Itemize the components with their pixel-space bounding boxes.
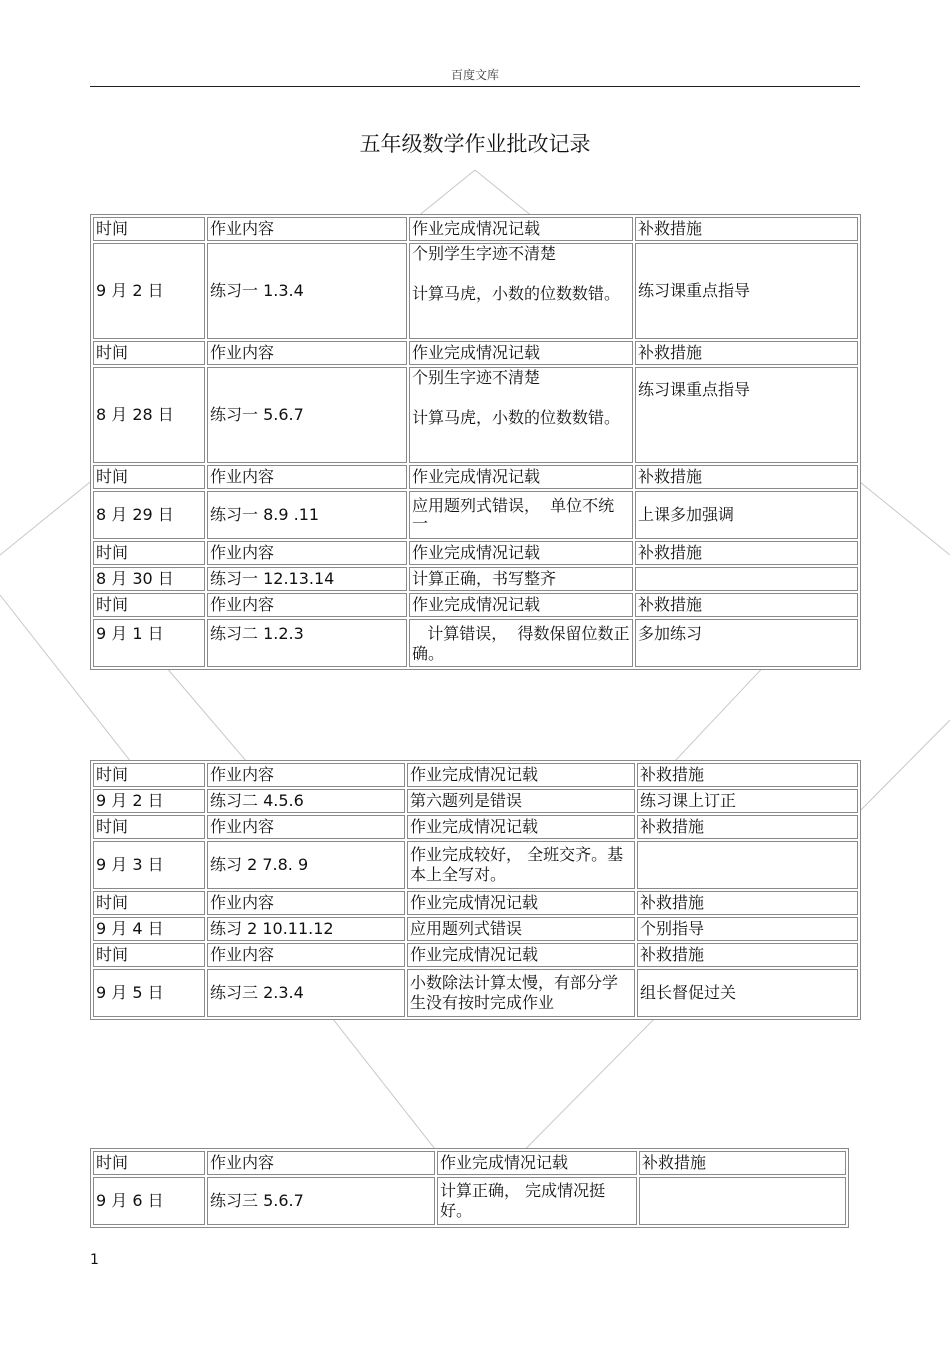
row-record: 作业完成较好， 全班交齐。基本上全写对。 bbox=[407, 841, 635, 889]
header-record: 作业完成情况记载 bbox=[407, 815, 635, 839]
header-time: 时间 bbox=[93, 217, 205, 241]
header-content: 作业内容 bbox=[207, 891, 405, 915]
row-content: 练习三 2.3.4 bbox=[207, 969, 405, 1017]
row-remedy bbox=[639, 1177, 846, 1225]
header-time: 时间 bbox=[93, 1151, 205, 1175]
row-content: 练习一 5.6.7 bbox=[207, 367, 407, 463]
row-date: 8 月 29 日 bbox=[93, 491, 205, 539]
homework-table-2 bbox=[90, 760, 861, 1020]
header-record: 作业完成情况记载 bbox=[409, 341, 633, 365]
table-row bbox=[93, 789, 858, 813]
header-time: 时间 bbox=[93, 891, 205, 915]
header-remedy: 补救措施 bbox=[635, 341, 858, 365]
header-content: 作业内容 bbox=[207, 217, 407, 241]
table-row bbox=[93, 567, 858, 591]
homework-table-1 bbox=[90, 214, 861, 670]
header-remedy: 补救措施 bbox=[637, 763, 858, 787]
header-remedy: 补救措施 bbox=[637, 815, 858, 839]
homework-table-3 bbox=[90, 1148, 849, 1228]
table-row bbox=[93, 917, 858, 941]
row-date: 9 月 5 日 bbox=[93, 969, 205, 1017]
header-content: 作业内容 bbox=[207, 541, 407, 565]
row-record: 应用题列式错误 bbox=[407, 917, 635, 941]
row-remedy: 上课多加强调 bbox=[635, 491, 858, 539]
row-date: 9 月 3 日 bbox=[93, 841, 205, 889]
table-header-row bbox=[93, 341, 858, 365]
header-divider bbox=[90, 86, 860, 87]
table-header-row bbox=[93, 465, 858, 489]
header-remedy: 补救措施 bbox=[635, 541, 858, 565]
table-header-row bbox=[93, 815, 858, 839]
header-content: 作业内容 bbox=[207, 815, 405, 839]
header-time: 时间 bbox=[93, 763, 205, 787]
table-row bbox=[93, 619, 858, 667]
row-date: 8 月 30 日 bbox=[93, 567, 205, 591]
row-record: 计算正确， 完成情况挺好。 bbox=[437, 1177, 637, 1225]
table-row bbox=[93, 969, 858, 1017]
page-number: 1 bbox=[90, 1252, 99, 1268]
header-record: 作业完成情况记载 bbox=[409, 541, 633, 565]
header-time: 时间 bbox=[93, 815, 205, 839]
header-record: 作业完成情况记载 bbox=[409, 593, 633, 617]
row-remedy: 练习课重点指导 bbox=[635, 243, 858, 339]
header-time: 时间 bbox=[93, 341, 205, 365]
header-content: 作业内容 bbox=[207, 943, 405, 967]
table-header-row bbox=[93, 891, 858, 915]
row-remedy: 多加练习 bbox=[635, 619, 858, 667]
table-row bbox=[93, 491, 858, 539]
row-record: 小数除法计算太慢，有部分学生没有按时完成作业 bbox=[407, 969, 635, 1017]
header-content: 作业内容 bbox=[207, 593, 407, 617]
row-remedy: 个别指导 bbox=[637, 917, 858, 941]
row-record: 个别生字迹不清楚 计算马虎，小数的位数数错。 bbox=[409, 367, 633, 463]
header-remedy: 补救措施 bbox=[635, 217, 858, 241]
table-header-row bbox=[93, 217, 858, 241]
header-remedy: 补救措施 bbox=[635, 593, 858, 617]
header-record: 作业完成情况记载 bbox=[409, 217, 633, 241]
header-record: 作业完成情况记载 bbox=[407, 763, 635, 787]
header-content: 作业内容 bbox=[207, 763, 405, 787]
table-row bbox=[93, 841, 858, 889]
row-remedy: 组长督促过关 bbox=[637, 969, 858, 1017]
row-content: 练习 2 10.11.12 bbox=[207, 917, 405, 941]
table-row bbox=[93, 243, 858, 339]
row-date: 9 月 2 日 bbox=[93, 789, 205, 813]
header-content: 作业内容 bbox=[207, 341, 407, 365]
header-record: 作业完成情况记载 bbox=[407, 891, 635, 915]
header-remedy: 补救措施 bbox=[635, 465, 858, 489]
row-content: 练习二 1.2.3 bbox=[207, 619, 407, 667]
row-record: 计算错误， 得数保留位数正确。 bbox=[409, 619, 633, 667]
header-record: 作业完成情况记载 bbox=[409, 465, 633, 489]
row-content: 练习一 8.9 .11 bbox=[207, 491, 407, 539]
row-remedy: 练习课重点指导 bbox=[635, 367, 858, 463]
row-date: 9 月 2 日 bbox=[93, 243, 205, 339]
header-time: 时间 bbox=[93, 943, 205, 967]
row-content: 练习 2 7.8. 9 bbox=[207, 841, 405, 889]
row-content: 练习二 4.5.6 bbox=[207, 789, 405, 813]
table-header-row bbox=[93, 1151, 846, 1175]
row-date: 9 月 6 日 bbox=[93, 1177, 205, 1225]
row-content: 练习一 1.3.4 bbox=[207, 243, 407, 339]
row-date: 8 月 28 日 bbox=[93, 367, 205, 463]
row-record: 个别学生字迹不清楚 计算马虎，小数的位数数错。 bbox=[409, 243, 633, 339]
row-remedy: 练习课上订正 bbox=[637, 789, 858, 813]
header-time: 时间 bbox=[93, 541, 205, 565]
table-header-row bbox=[93, 943, 858, 967]
table-header-row bbox=[93, 593, 858, 617]
header-record: 作业完成情况记载 bbox=[437, 1151, 637, 1175]
header-remedy: 补救措施 bbox=[639, 1151, 846, 1175]
table-row bbox=[93, 1177, 846, 1225]
table-row bbox=[93, 367, 858, 463]
row-record: 计算正确，书写整齐 bbox=[409, 567, 633, 591]
row-content: 练习三 5.6.7 bbox=[207, 1177, 435, 1225]
header-time: 时间 bbox=[93, 465, 205, 489]
header-content: 作业内容 bbox=[207, 1151, 435, 1175]
header-remedy: 补救措施 bbox=[637, 891, 858, 915]
header-time: 时间 bbox=[93, 593, 205, 617]
page-title: 五年级数学作业批改记录 bbox=[359, 132, 591, 156]
row-date: 9 月 1 日 bbox=[93, 619, 205, 667]
table-header-row bbox=[93, 763, 858, 787]
header-content: 作业内容 bbox=[207, 465, 407, 489]
header-remedy: 补救措施 bbox=[637, 943, 858, 967]
row-record: 应用题列式错误， 单位不统一 bbox=[409, 491, 633, 539]
row-remedy bbox=[637, 841, 858, 889]
table-header-row bbox=[93, 541, 858, 565]
document-source-header: 百度文库 bbox=[450, 68, 499, 82]
row-date: 9 月 4 日 bbox=[93, 917, 205, 941]
header-record: 作业完成情况记载 bbox=[407, 943, 635, 967]
row-remedy bbox=[635, 567, 858, 591]
row-record: 第六题列是错误 bbox=[407, 789, 635, 813]
row-content: 练习一 12.13.14 bbox=[207, 567, 407, 591]
